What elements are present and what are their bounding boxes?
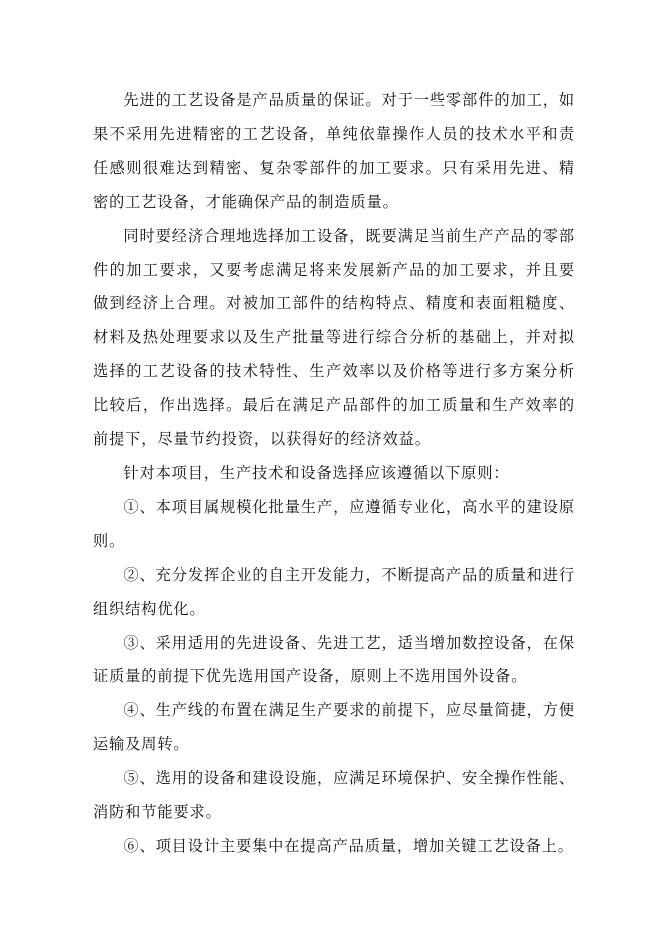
principle-item-1: ①、本项目属规模化批量生产，应遵循专业化，高水平的建设原则。 — [93, 497, 575, 550]
principle-item-4: ④、生产线的布置在满足生产要求的前提下，应尽量简捷，方便运输及周转。 — [93, 701, 575, 754]
principle-item-6: ⑥、项目设计主要集中在提高产品质量，增加关键工艺设备上。 — [123, 836, 574, 855]
principle-item-5: ⑤、选用的设备和建设设施，应满足环境保护、安全操作性能、消防和节能要求。 — [93, 769, 575, 822]
principle-item-3: ③、采用适用的先进设备、先进工艺，适当增加数控设备，在保证质量的前提下优先选用国产设备，原则上不选用国外设备。 — [93, 633, 575, 686]
paragraph-principles-intro: 针对本项目，生产技术和设备选择应该遵循以下原则： — [123, 463, 510, 482]
paragraph-equipment-quality: 先进的工艺设备是产品质量的保证。对于一些零部件的加工，如果不采用先进精密的工艺设备，单纯依靠操作人员的技术水平和责任感则很难达到精密、复杂零部件的加工要求。只有采用先进、精密的工艺设备，才能确保产品的制造质量。 — [93, 91, 575, 211]
principle-item-2: ②、充分发挥企业的自主开发能力，不断提高产品的质量和进行组织结构优化。 — [93, 565, 575, 618]
paragraph-economic-selection: 同时要经济合理地选择加工设备，既要满足当前生产产品的零部件的加工要求，又要考虑满足将来发展新产品的加工要求，并且要做到经济上合理。对被加工部件的结构特点、精度和表面粗糙度、材料及热处理要求以及生产批量等进行综合分析的基础上，并对拟选择的工艺设备的技术特性、生产效率以及价格等进行多方案分析比较后，作出选择。最后在满足产品部件的加工质量和生产效率的前提下，尽量节约投资，以获得好的经济效益。 — [93, 226, 575, 449]
document-body — [93, 84, 575, 864]
